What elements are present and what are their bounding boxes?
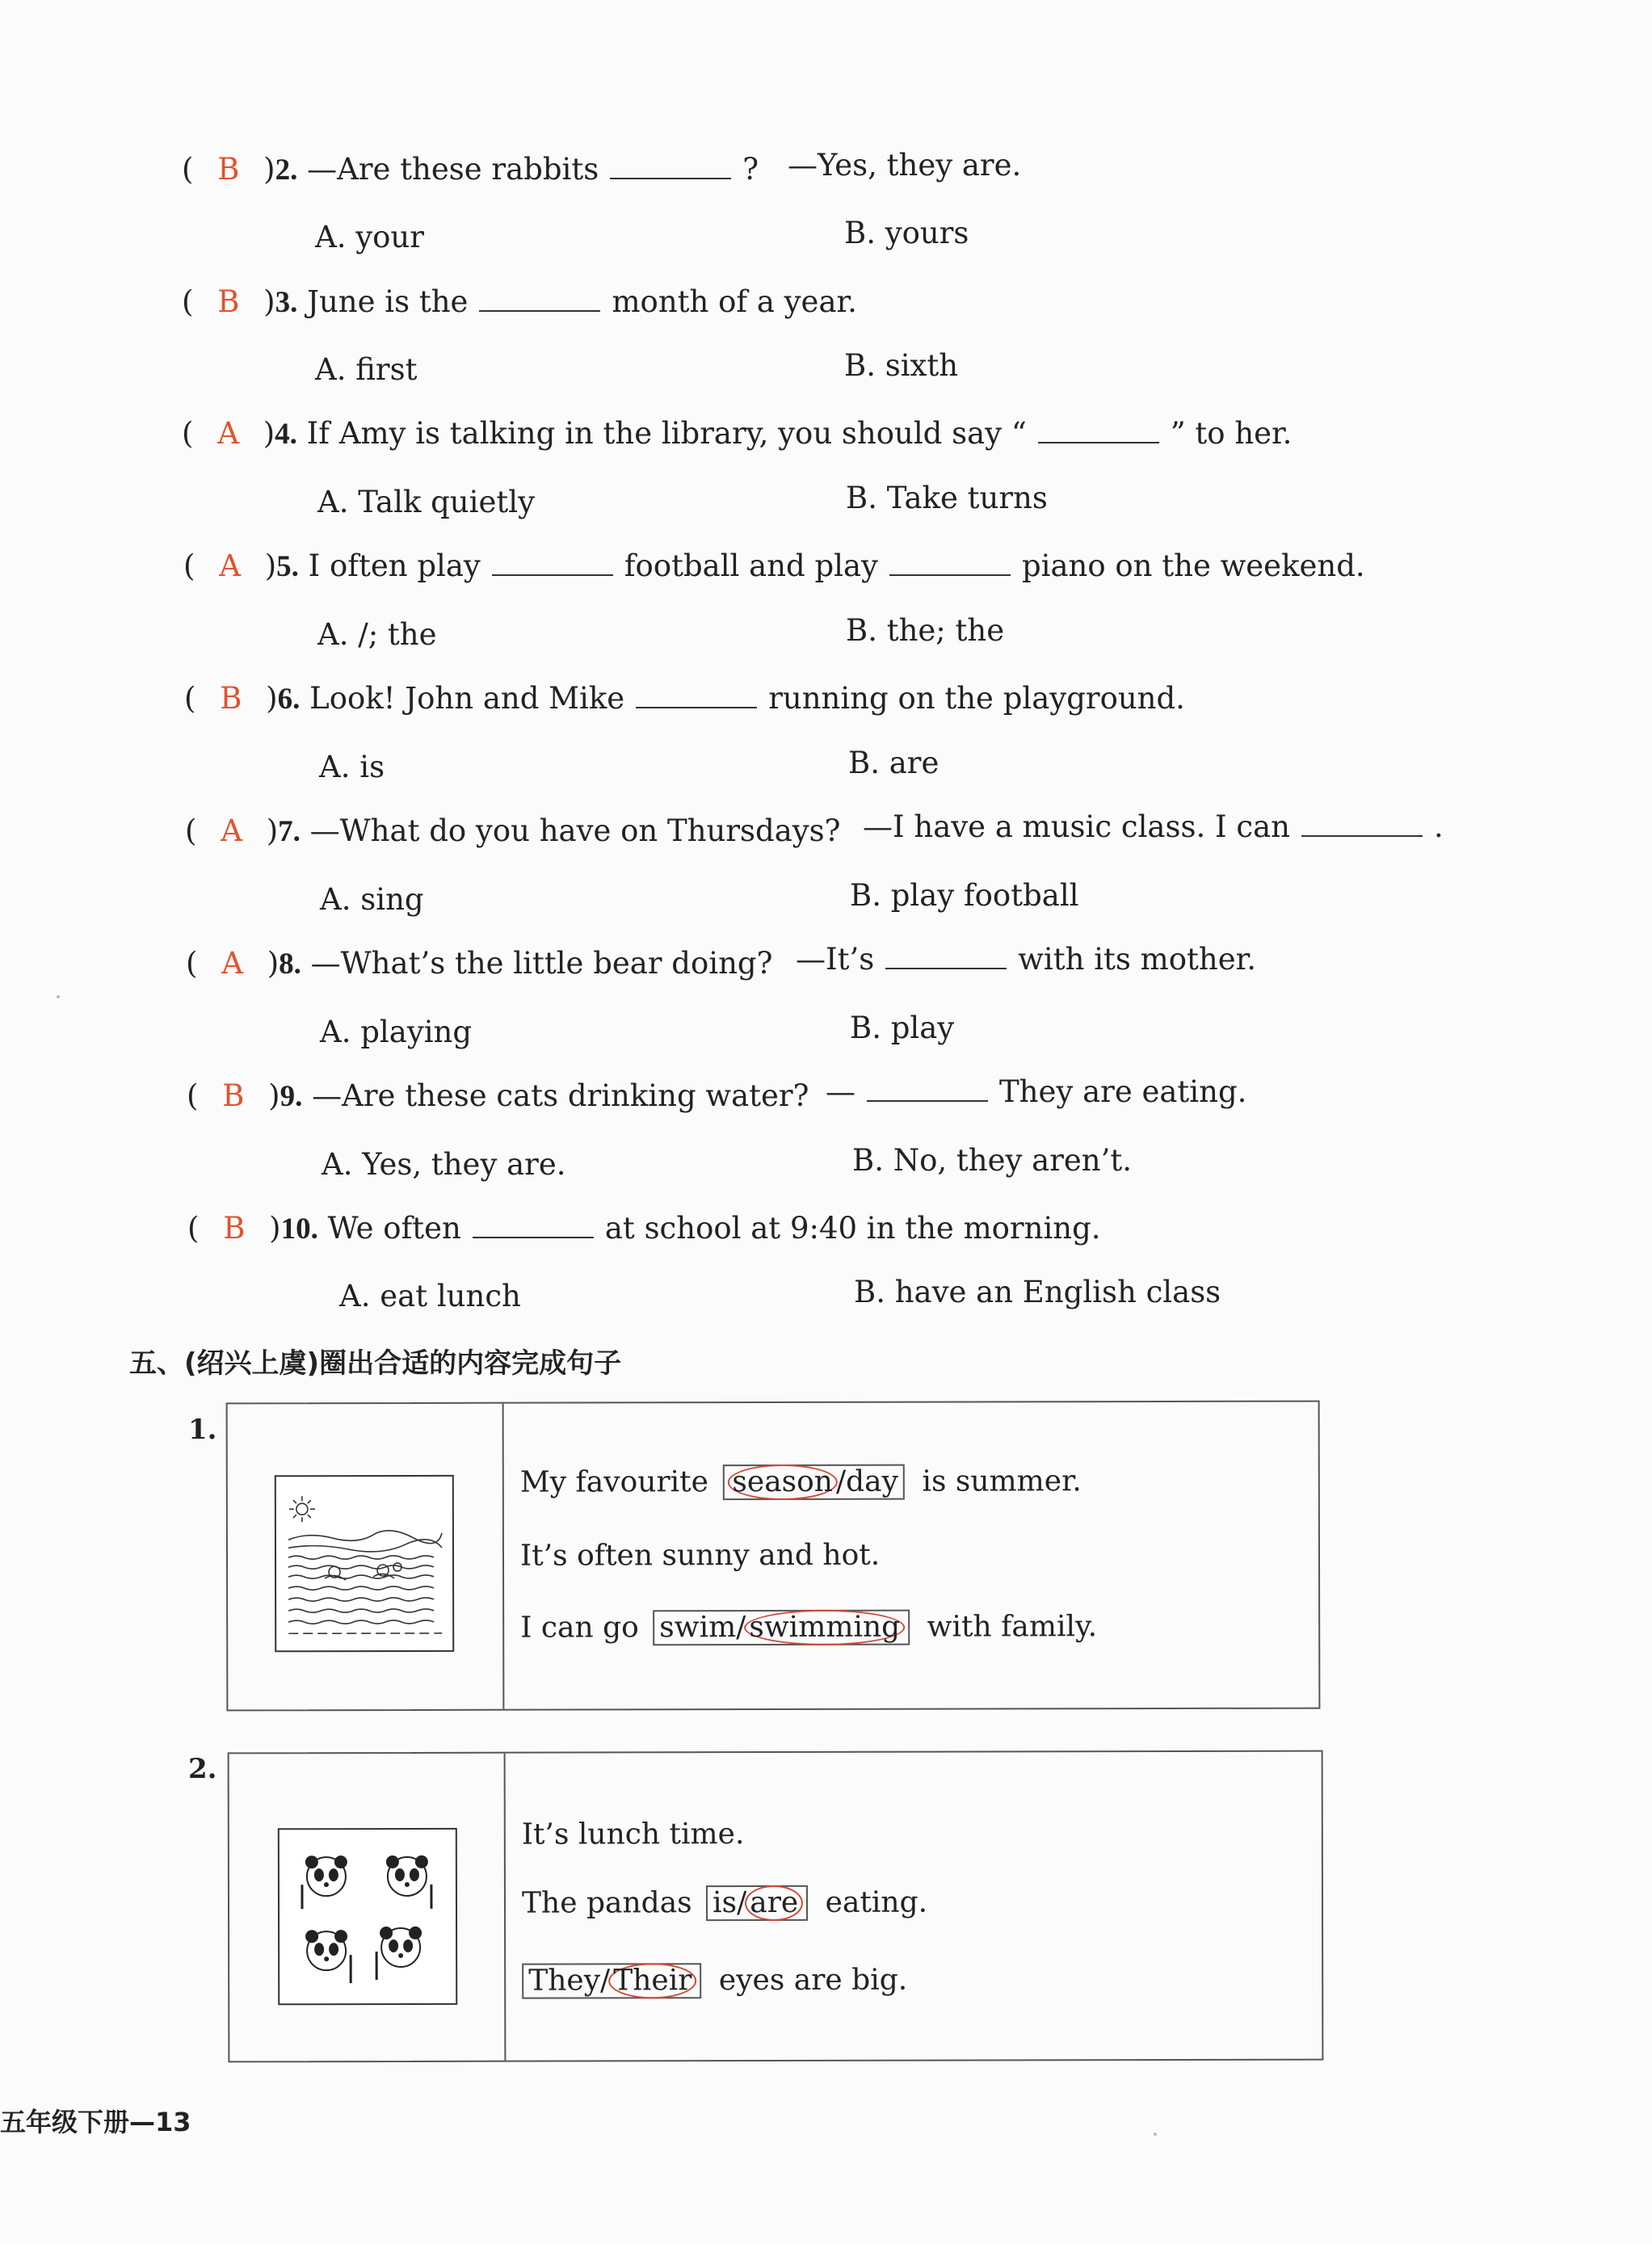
scan-speck (1154, 2133, 1157, 2136)
answer-blank (479, 309, 600, 312)
question-8: ( A )8. —What’s the little bear doing? (186, 946, 773, 981)
circled-answer[interactable]: Their (608, 1963, 696, 1998)
choice-box: swim/ swimming (653, 1610, 910, 1646)
option-a: A. your (315, 220, 424, 254)
question-6: ( B )6. Look! John and Mike running on the playground. (184, 681, 1185, 716)
option-a: A. /; the (317, 617, 437, 652)
answer-blank (889, 574, 1011, 576)
question-10: ( B )10. We often at school at 9:40 in the morning. (187, 1211, 1101, 1246)
answer-mark: A (221, 813, 242, 848)
answer-mark: A (221, 946, 243, 981)
sentence-3: I can go swim/ swimming with family. (520, 1610, 1098, 1645)
section-heading: 五、(绍兴上虞)圈出合适的内容完成句子 (129, 1347, 622, 1380)
sentence-3: They/ Their eyes are big. (522, 1963, 907, 1999)
item-number: 2. (188, 1753, 217, 1785)
sentence-2: It’s often sunny and hot. (519, 1538, 881, 1573)
answer-blank (867, 1099, 988, 1102)
question-2-reply: —Yes, they are. (788, 148, 1022, 183)
option-a: A. playing (320, 1015, 473, 1049)
circled-answer[interactable]: are (745, 1885, 803, 1921)
option-a: A. Yes, they are. (322, 1147, 566, 1182)
answer-mark: B (222, 1078, 245, 1113)
answer-mark: B (220, 681, 242, 716)
answer-mark: A (217, 416, 239, 451)
sentence-2: The pandas is/ are eating. (521, 1885, 928, 1920)
option-b: B. Take turns (846, 481, 1048, 515)
item-2-table (228, 1750, 1324, 2063)
sentence-1: It’s lunch time. (521, 1817, 745, 1851)
page-footer: 五年级下册—13 (0, 2107, 191, 2137)
option-b: B. yours (844, 216, 969, 250)
question-4: ( A )4. If Amy is talking in the library, you should say “ ” to her. (182, 416, 1293, 451)
summer-swimming-picture (275, 1475, 454, 1652)
choice-box: season /day (722, 1464, 905, 1500)
option-b: B. sixth (844, 348, 959, 383)
circled-answer[interactable]: swimming (744, 1610, 905, 1645)
option-a: A. eat lunch (339, 1279, 521, 1313)
pandas-picture (278, 1828, 457, 2005)
question-5: ( A )5. I often play football and play piano on the weekend. (183, 548, 1365, 583)
circled-answer[interactable]: season (727, 1464, 838, 1500)
question-9: ( B )9. —Are these cats drinking water? (187, 1078, 809, 1113)
option-b: B. play (850, 1011, 955, 1045)
scan-speck (57, 995, 60, 998)
option-a: A. sing (320, 882, 424, 917)
question-9-reply: — They are eating. (826, 1074, 1247, 1109)
panda-icon (280, 1830, 456, 2003)
option-a: A. Talk quietly (317, 485, 535, 519)
choice-box: is/ are (706, 1885, 808, 1921)
sentence-1: My favourite season /day is summer. (519, 1464, 1082, 1499)
answer-mark: B (223, 1211, 246, 1246)
question-2: ( B )2. —Are these rabbits ? (182, 152, 759, 187)
answer-blank (1038, 441, 1159, 443)
swimming-scene-icon (276, 1477, 452, 1650)
option-a: A. is (319, 750, 385, 784)
answer-blank (1301, 834, 1423, 837)
answer-blank (492, 574, 613, 576)
answer-mark: A (219, 548, 241, 583)
answer-blank (885, 967, 1007, 969)
option-b: B. the; the (846, 613, 1005, 648)
item-number: 1. (188, 1414, 217, 1446)
question-7-reply: —I have a music class. I can . (863, 809, 1444, 844)
option-b: B. play football (850, 878, 1079, 913)
option-b: B. No, they aren’t. (852, 1143, 1133, 1178)
answer-blank (610, 177, 731, 179)
question-7: ( A )7. —What do you have on Thursdays? (185, 813, 841, 848)
answer-blank (473, 1236, 594, 1238)
option-b: B. have an English class (854, 1275, 1221, 1309)
option-a: A. first (315, 352, 418, 387)
question-8-reply: —It’s with its mother. (796, 942, 1256, 977)
answer-mark: B (217, 152, 240, 187)
answer-mark: B (217, 284, 240, 319)
answer-blank (636, 706, 757, 708)
question-3: ( B )3. June is the month of a year. (182, 284, 857, 319)
choice-box: They/ Their (522, 1963, 701, 1998)
item-1-table (226, 1401, 1321, 1712)
option-b: B. are (848, 746, 939, 780)
